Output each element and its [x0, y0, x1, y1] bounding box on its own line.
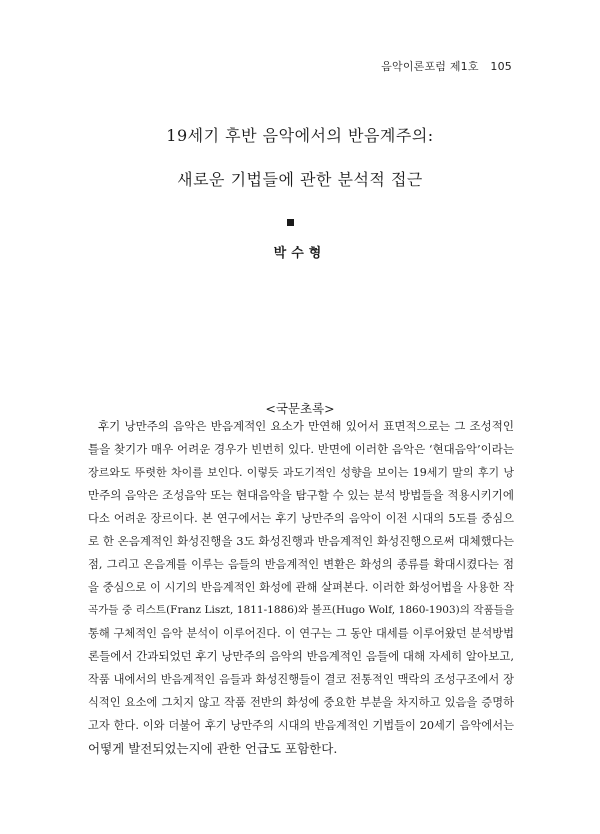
abstract-line: 곡가들 중 리스트(Franz Liszt, 1811-1886)와 볼프(Hugo Wolf, 1860-1903)의 작품들을	[88, 604, 514, 616]
journal-name: 음악이론포럼 제1호	[381, 60, 479, 73]
abstract-line: 식적인 요소에 그치지 않고 작품 전반의 화성에 중요한 부분을 차지하고 있음을 증명하	[88, 696, 514, 709]
running-header	[381, 58, 512, 74]
abstract-line: 후기 낭만주의 음악은 반음계적인 요소가 만연해 있어서 표면적으로는 그 조성적인	[98, 419, 514, 433]
abstract-line: 점, 그리고 온음계를 이루는 음들의 반음계적인 변환은 화성의 종류를 확대시켰다는 점	[88, 558, 514, 571]
square-bullet-icon	[287, 219, 294, 226]
paper-title	[0, 114, 600, 202]
abstract-line: 장르와도 뚜렷한 차이를 보인다. 이렇듯 과도기적인 성향을 보이는 19세기 말의 후기 낭	[88, 466, 514, 479]
abstract-body	[88, 415, 514, 760]
title-line-2: 새로운 기법들에 관한 분석적 접근	[177, 170, 423, 189]
abstract-line: 론들에서 간과되었던 후기 낭만주의 음악의 반음계적인 음들에 대해 자세히 알아보고,	[88, 649, 514, 663]
abstract-line: 통해 구체적인 음악 분석이 이루어진다. 이 연구는 그 동안 대세를 이루어왔던 분석방법	[88, 627, 514, 640]
title-line-1: 19세기 후반 음악에서의 반음계주의:	[166, 126, 434, 145]
abstract-line: 틀을 찾기가 매우 어려운 경우가 빈번히 있다. 반면에 이러한 음악은 ‘현대음악’이라는	[88, 442, 514, 456]
abstract-line: 고자 한다. 이와 더불어 후기 낭만주의 시대의 반음계적인 기법들이 20세기 음악에서는	[88, 719, 514, 732]
abstract-line: 어떻게 발전되었는지에 관한 언급도 포함한다.	[88, 741, 338, 756]
author-name: 박수형	[273, 246, 327, 261]
abstract-line: 작품 내에서의 반음계적인 음들과 화성진행들이 결코 전통적인 맥락의 조성구조에서 장	[88, 673, 514, 686]
page-number: 105	[490, 60, 512, 73]
abstract-heading: <국문초록>	[265, 401, 335, 416]
abstract-line: 다소 어려운 장르이다. 본 연구에서는 후기 낭만주의 음악이 이전 시대의 5도를 중심으	[88, 512, 514, 525]
abstract-line: 만주의 음악은 조성음악 또는 현대음악을 탐구할 수 있는 분석 방법들을 적용시키기에	[88, 488, 514, 502]
abstract-line: 을 중심으로 이 시기의 반음계적인 화성에 관해 살펴본다. 이러한 화성어법을 사용한 작	[88, 581, 514, 594]
abstract-line: 로 한 온음계적인 화성진행을 3도 화성진행과 반음계적인 화성진행으로써 대체했다는	[88, 534, 514, 548]
